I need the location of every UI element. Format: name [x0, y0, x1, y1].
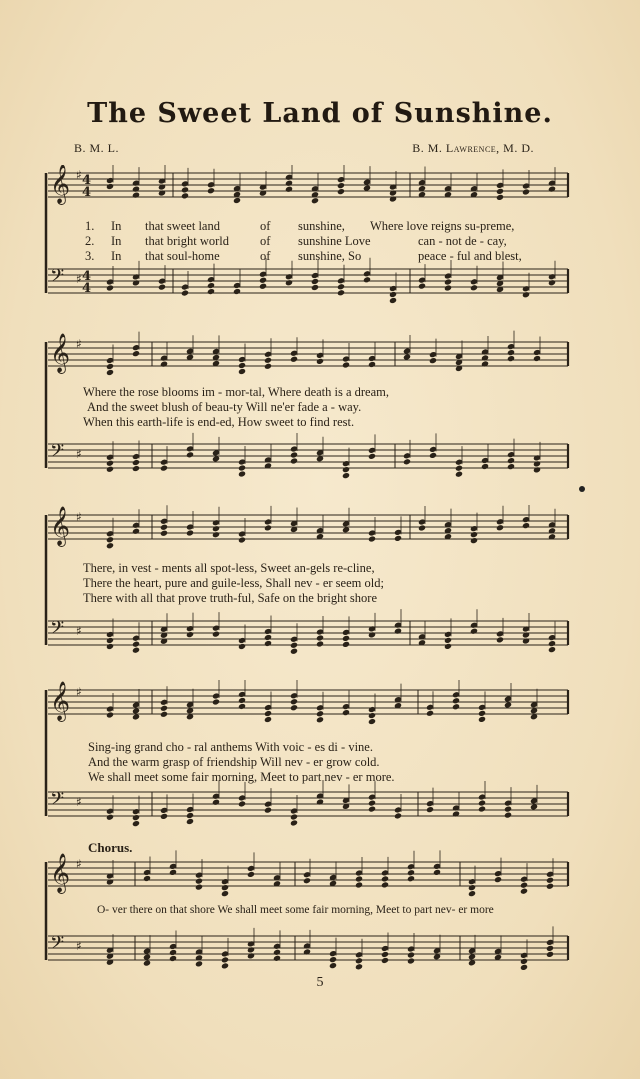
- note-head-icon: [381, 875, 389, 882]
- note-head-icon: [212, 525, 220, 532]
- note-head-icon: [504, 701, 512, 708]
- music-system-4: 𝄞 ♯ 𝄢 ♯ Sing-ing grand cho - ral anthems With voic - es di - vine. And the warm grasp of friendship Will nev - er grow cold. We shall meet some fair morning, Meet to part nev - er more.: [40, 680, 572, 840]
- note-head-icon: [496, 194, 504, 201]
- note-head-icon: [452, 697, 460, 704]
- treble-staff: [48, 850, 568, 897]
- note-head-icon: [520, 958, 528, 965]
- note-head-icon: [290, 451, 298, 458]
- sharp-icon: ♯: [76, 857, 82, 871]
- note-head-icon: [285, 180, 293, 187]
- sharp-icon: ♯: [76, 272, 82, 286]
- treble-clef-icon: 𝄞: [50, 853, 71, 893]
- note-head-icon: [238, 697, 246, 704]
- note-head-icon: [160, 465, 168, 472]
- note-head-icon: [290, 698, 298, 705]
- treble-staff: [48, 331, 568, 376]
- note-head-icon: [290, 648, 298, 655]
- note-head-icon: [195, 878, 203, 885]
- note-head-icon: [507, 349, 515, 356]
- note-head-icon: [106, 460, 114, 467]
- treble-staff: [48, 505, 568, 549]
- note-head-icon: [389, 297, 397, 304]
- bass-staff: [48, 258, 568, 304]
- note-head-icon: [368, 712, 376, 719]
- note-head-icon: [496, 188, 504, 195]
- note-head-icon: [520, 888, 528, 895]
- note-head-icon: [143, 960, 151, 967]
- note-head-icon: [407, 875, 415, 882]
- note-head-icon: [238, 368, 246, 375]
- note-head-icon: [207, 282, 215, 289]
- note-head-icon: [247, 871, 255, 878]
- note-head-icon: [494, 876, 502, 883]
- note-head-icon: [264, 640, 272, 647]
- note-head-icon: [504, 806, 512, 813]
- bass-staff: [48, 926, 568, 970]
- note-head-icon: [444, 279, 452, 286]
- note-head-icon: [522, 522, 530, 529]
- note-head-icon: [478, 710, 486, 717]
- note-head-icon: [247, 952, 255, 959]
- treble-clef-icon: 𝄞: [50, 165, 71, 204]
- note-head-icon: [132, 459, 140, 466]
- sharp-icon: ♯: [76, 939, 82, 953]
- note-head-icon: [169, 949, 177, 956]
- note-head-icon: [212, 698, 220, 705]
- note-head-icon: [233, 197, 241, 204]
- note-head-icon: [132, 186, 140, 193]
- note-head-icon: [394, 628, 402, 635]
- note-head-icon: [186, 812, 194, 819]
- note-head-icon: [342, 466, 350, 473]
- note-head-icon: [533, 355, 541, 362]
- note-head-icon: [478, 806, 486, 813]
- note-head-icon: [407, 869, 415, 876]
- words-attribution: B. M. L.: [74, 141, 120, 155]
- note-head-icon: [132, 279, 140, 286]
- note-head-icon: [481, 463, 489, 470]
- note-head-icon: [316, 358, 324, 365]
- page-number: 5: [316, 975, 324, 990]
- chorus-label: Chorus.: [88, 840, 133, 855]
- note-head-icon: [285, 279, 293, 286]
- treble-staff: [48, 165, 568, 205]
- note-head-icon: [233, 288, 241, 295]
- note-head-icon: [470, 284, 478, 291]
- note-head-icon: [247, 946, 255, 953]
- note-head-icon: [455, 471, 463, 478]
- note-head-icon: [470, 628, 478, 635]
- note-head-icon: [132, 814, 140, 821]
- note-head-icon: [389, 291, 397, 298]
- note-head-icon: [433, 869, 441, 876]
- note-head-icon: [160, 705, 168, 712]
- note-head-icon: [548, 186, 556, 193]
- note-head-icon: [533, 466, 541, 473]
- note-head-icon: [181, 192, 189, 199]
- note-head-icon: [303, 877, 311, 884]
- note-head-icon: [259, 277, 267, 284]
- note-head-icon: [169, 955, 177, 962]
- note-head-icon: [106, 643, 114, 650]
- music-system-1: 𝄞 ♯ 𝄢 ♯ 4 4 4 4 1. In that sweet land of sunshine, Where love reigns su-preme, 2. In that bright world of sunshine Love can - not de - cay, 3. In that soul-home of sunshine, So peace - ful and blest,: [40, 165, 572, 305]
- note-head-icon: [264, 363, 272, 370]
- note-head-icon: [342, 641, 350, 648]
- bass-clef-icon: 𝄢: [50, 933, 65, 958]
- note-head-icon: [368, 631, 376, 638]
- note-head-icon: [444, 285, 452, 292]
- note-head-icon: [429, 357, 437, 364]
- note-head-icon: [444, 643, 452, 650]
- note-head-icon: [470, 537, 478, 544]
- note-head-icon: [106, 284, 114, 291]
- note-head-icon: [311, 284, 319, 291]
- note-head-icon: [238, 362, 246, 369]
- note-head-icon: [195, 884, 203, 891]
- note-head-icon: [264, 524, 272, 531]
- note-head-icon: [221, 962, 229, 969]
- note-head-icon: [181, 290, 189, 297]
- note-head-icon: [337, 289, 345, 296]
- note-head-icon: [221, 890, 229, 897]
- note-head-icon: [212, 799, 220, 806]
- note-head-icon: [504, 812, 512, 819]
- note-head-icon: [221, 884, 229, 891]
- sharp-icon: ♯: [76, 168, 82, 182]
- note-head-icon: [259, 283, 267, 290]
- note-head-icon: [290, 642, 298, 649]
- note-head-icon: [186, 818, 194, 825]
- note-head-icon: [106, 183, 114, 190]
- note-head-icon: [546, 945, 554, 952]
- note-head-icon: [520, 882, 528, 889]
- bass-clef-icon: 𝄢: [50, 441, 65, 466]
- note-head-icon: [186, 451, 194, 458]
- note-head-icon: [403, 458, 411, 465]
- ink-speck: [579, 486, 585, 492]
- note-head-icon: [212, 531, 220, 538]
- note-head-icon: [394, 535, 402, 542]
- note-head-icon: [507, 463, 515, 470]
- note-head-icon: [368, 806, 376, 813]
- note-head-icon: [132, 641, 140, 648]
- note-head-icon: [329, 956, 337, 963]
- note-head-icon: [455, 465, 463, 472]
- note-head-icon: [546, 951, 554, 958]
- note-head-icon: [106, 466, 114, 473]
- note-head-icon: [355, 881, 363, 888]
- note-head-icon: [106, 363, 114, 370]
- note-head-icon: [132, 192, 140, 199]
- note-head-icon: [342, 361, 350, 368]
- note-head-icon: [186, 631, 194, 638]
- note-head-icon: [106, 369, 114, 376]
- note-head-icon: [264, 710, 272, 717]
- note-head-icon: [143, 875, 151, 882]
- time-signature: 4: [82, 185, 92, 200]
- note-head-icon: [160, 711, 168, 718]
- note-head-icon: [394, 812, 402, 819]
- note-head-icon: [337, 283, 345, 290]
- hymn-title: The Sweet Land of Sunshine.: [87, 98, 553, 129]
- note-head-icon: [160, 813, 168, 820]
- sharp-icon: ♯: [76, 510, 82, 524]
- note-head-icon: [316, 634, 324, 641]
- note-head-icon: [533, 460, 541, 467]
- note-head-icon: [132, 713, 140, 720]
- treble-clef-icon: 𝄞: [50, 681, 71, 721]
- note-head-icon: [407, 951, 415, 958]
- note-head-icon: [316, 798, 324, 805]
- note-head-icon: [548, 279, 556, 286]
- note-head-icon: [329, 962, 337, 969]
- note-head-icon: [212, 631, 220, 638]
- treble-clef-icon: 𝄞: [50, 506, 71, 546]
- note-head-icon: [478, 800, 486, 807]
- note-head-icon: [273, 955, 281, 962]
- note-head-icon: [337, 182, 345, 189]
- note-head-icon: [290, 819, 298, 826]
- note-head-icon: [186, 529, 194, 536]
- note-head-icon: [468, 884, 476, 891]
- note-head-icon: [311, 197, 319, 204]
- note-head-icon: [290, 704, 298, 711]
- note-head-icon: [132, 820, 140, 827]
- sharp-icon: ♯: [76, 795, 82, 809]
- note-head-icon: [238, 703, 246, 710]
- note-head-icon: [238, 800, 246, 807]
- note-head-icon: [452, 703, 460, 710]
- note-head-icon: [160, 361, 168, 368]
- note-head-icon: [132, 528, 140, 535]
- note-head-icon: [132, 707, 140, 714]
- note-head-icon: [548, 640, 556, 647]
- note-head-icon: [311, 278, 319, 285]
- note-head-icon: [238, 536, 246, 543]
- note-head-icon: [546, 883, 554, 890]
- note-head-icon: [181, 186, 189, 193]
- note-head-icon: [106, 536, 114, 543]
- bass-staff: [48, 780, 568, 827]
- time-signature: 4: [82, 173, 92, 188]
- note-head-icon: [426, 710, 434, 717]
- note-head-icon: [403, 354, 411, 361]
- note-head-icon: [444, 637, 452, 644]
- note-head-icon: [507, 457, 515, 464]
- time-signature: 4: [82, 281, 92, 296]
- note-head-icon: [546, 877, 554, 884]
- music-system-2: 𝄞 ♯ 𝄢 ♯ Where the rose blooms im - mor-tal, Where death is a dream, And the sweet blush of beau-ty Will ne'er fade a - way. When this earth-life is end-ed, How sweet to find rest.: [40, 330, 572, 500]
- note-head-icon: [342, 709, 350, 716]
- note-head-icon: [355, 957, 363, 964]
- note-head-icon: [470, 531, 478, 538]
- note-head-icon: [290, 356, 298, 363]
- note-head-icon: [238, 464, 246, 471]
- note-head-icon: [132, 647, 140, 654]
- note-head-icon: [316, 640, 324, 647]
- note-head-icon: [478, 716, 486, 723]
- note-head-icon: [160, 524, 168, 531]
- music-system-3: 𝄞 ♯ 𝄢 ♯ There, in vest - ments all spot-less, Sweet an-gels re-cline, There the heart, pure and guile-less, Shall nev - er seem old; There with all that prove truth-ful, Safe on the bright shore: [40, 505, 572, 675]
- note-head-icon: [316, 716, 324, 723]
- note-head-icon: [548, 646, 556, 653]
- note-head-icon: [106, 814, 114, 821]
- note-head-icon: [429, 452, 437, 459]
- note-head-icon: [496, 524, 504, 531]
- note-head-icon: [522, 291, 530, 298]
- note-head-icon: [285, 186, 293, 193]
- note-head-icon: [264, 716, 272, 723]
- note-head-icon: [106, 542, 114, 549]
- note-head-icon: [273, 949, 281, 956]
- note-head-icon: [221, 956, 229, 963]
- note-head-icon: [290, 813, 298, 820]
- note-head-icon: [522, 189, 530, 196]
- sharp-icon: ♯: [76, 624, 82, 638]
- note-head-icon: [368, 361, 376, 368]
- music-attribution: B. M. Lawrence, M. D.: [412, 141, 534, 155]
- note-head-icon: [381, 951, 389, 958]
- note-head-icon: [106, 878, 114, 885]
- note-head-icon: [520, 964, 528, 971]
- note-head-icon: [290, 457, 298, 464]
- note-head-icon: [195, 960, 203, 967]
- note-head-icon: [132, 350, 140, 357]
- note-head-icon: [368, 718, 376, 725]
- note-head-icon: [368, 800, 376, 807]
- note-head-icon: [316, 710, 324, 717]
- note-head-icon: [381, 881, 389, 888]
- note-head-icon: [264, 807, 272, 814]
- note-head-icon: [507, 355, 515, 362]
- note-head-icon: [342, 472, 350, 479]
- note-head-icon: [389, 189, 397, 196]
- note-head-icon: [106, 711, 114, 718]
- music-system-chorus: 𝄞 ♯ 𝄢 ♯ Chorus. O- ver there on that shore We shall meet some fair morning, Meet to part nev- er more: [40, 840, 572, 980]
- time-signature: 4: [82, 269, 92, 284]
- sharp-icon: ♯: [76, 447, 82, 461]
- note-head-icon: [264, 634, 272, 641]
- note-head-icon: [160, 530, 168, 537]
- note-head-icon: [106, 637, 114, 644]
- note-head-icon: [158, 284, 166, 291]
- bass-clef-icon: 𝄢: [50, 266, 65, 291]
- treble-clef-icon: 𝄞: [50, 333, 71, 373]
- note-head-icon: [264, 357, 272, 364]
- note-head-icon: [238, 643, 246, 650]
- note-head-icon: [363, 276, 371, 283]
- note-head-icon: [207, 187, 215, 194]
- sharp-icon: ♯: [76, 685, 82, 699]
- note-head-icon: [426, 806, 434, 813]
- note-head-icon: [368, 536, 376, 543]
- treble-staff: [48, 680, 568, 725]
- note-head-icon: [207, 288, 215, 295]
- note-head-icon: [418, 283, 426, 290]
- bass-staff: [48, 433, 568, 479]
- note-head-icon: [389, 195, 397, 202]
- note-head-icon: [238, 470, 246, 477]
- note-head-icon: [468, 890, 476, 897]
- note-head-icon: [342, 635, 350, 642]
- note-head-icon: [418, 524, 426, 531]
- note-head-icon: [355, 875, 363, 882]
- bass-staff: [48, 609, 568, 655]
- note-head-icon: [169, 869, 177, 876]
- note-head-icon: [496, 636, 504, 643]
- note-head-icon: [368, 453, 376, 460]
- bass-clef-icon: 𝄢: [50, 789, 65, 814]
- note-head-icon: [355, 963, 363, 970]
- note-head-icon: [381, 957, 389, 964]
- note-head-icon: [407, 957, 415, 964]
- bass-clef-icon: 𝄢: [50, 618, 65, 643]
- sharp-icon: ♯: [76, 337, 82, 351]
- note-head-icon: [132, 465, 140, 472]
- note-head-icon: [337, 188, 345, 195]
